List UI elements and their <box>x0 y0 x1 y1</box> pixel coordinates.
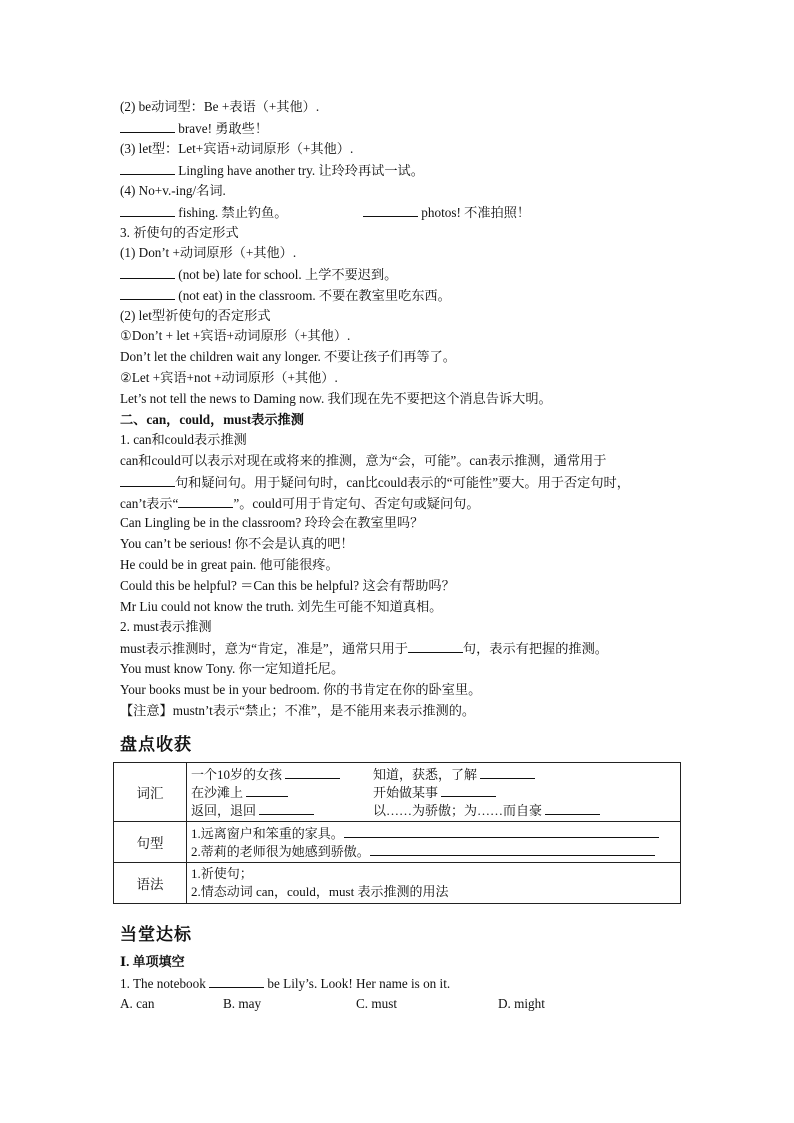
dont-example-1: (not be) late for school. 上学不要迟到。 <box>120 265 397 284</box>
no-type-rule: (4) No+v.-ing/名词. <box>120 183 226 198</box>
answer-blank[interactable] <box>120 119 175 133</box>
let-negative-rule-2: ②Let +宾语+not +动词原形（+其他）. <box>120 370 338 385</box>
example-could-3: Mr Liu could not know the truth. 刘先生可能不知道真相。 <box>120 599 443 614</box>
answer-blank[interactable] <box>408 639 463 653</box>
answer-blank[interactable] <box>370 842 655 856</box>
answer-blank[interactable] <box>246 783 288 797</box>
can-could-explanation-2: 句和疑问句。用于疑问句时，can比could表示的“可能性”要大。用于否定句时， <box>120 473 630 492</box>
must-explanation: must表示推测时，意为“肯定，准是”，通常只用于 句，表示有把握的推测。 <box>120 641 608 656</box>
example-can-1: Can Lingling be in the classroom? 玲玲会在教室里吗？ <box>120 515 424 530</box>
option-d[interactable]: D. might <box>498 996 545 1011</box>
question-1: 1. The notebook be Lily’s. Look! Her name is on it. <box>120 976 451 991</box>
can-could-title: 1. can和could表示推测 <box>120 432 247 447</box>
let-negative-example-2: Let’s not tell the news to Daming now. 我们现在先不要把这个消息告诉大明。 <box>120 391 552 406</box>
answer-blank[interactable] <box>178 494 233 508</box>
be-type-example: brave! 勇敢些！ <box>120 119 268 138</box>
no-type-examples: fishing. 禁止钓鱼。 photos! 不准拍照！ <box>120 203 680 222</box>
answer-blank[interactable] <box>344 824 659 838</box>
must-title: 2. must表示推测 <box>120 619 212 634</box>
example-could-2: Could this be helpful? ＝Can this be helpful? 这会有帮助吗？ <box>120 578 455 593</box>
answer-blank[interactable] <box>441 783 496 797</box>
answer-blank[interactable] <box>480 765 535 779</box>
can-could-explanation-1: can和could可以表示对现在或将来的推测，意为“会，可能”。can表示推测，通常用于 <box>120 453 607 468</box>
sentence-row: 句型 1.远离窗户和笨重的家具。 2.蒂莉的老师很为她感到骄傲。 <box>114 822 681 863</box>
let-negative-title: (2) let型祈使句的否定形式 <box>120 308 271 323</box>
grammar-row <box>114 863 681 904</box>
exercise-section-title: Ⅰ. 单项填空 <box>120 954 185 969</box>
let-type-rule: (3) let型：Let+宾语+动词原形（+其他）. <box>120 141 354 156</box>
let-type-example: Lingling have another try. 让玲玲再试一试。 <box>120 161 424 180</box>
note-mustnt: 【注意】mustn’t表示“禁止；不准”，是不能用来表示推测的。 <box>120 703 476 718</box>
be-type-rule: (2) be动词型：Be +表语（+其他）. <box>120 99 320 114</box>
section-modal-title: 二、can，could，must表示推测 <box>120 412 304 427</box>
grammar-item: 2.情态动词 can，could，must 表示推测的用法 <box>191 884 449 899</box>
let-negative-rule-1: ①Don’t + let +宾语+动词原形（+其他）. <box>120 328 351 343</box>
answer-blank[interactable] <box>120 265 175 279</box>
summary-heading: 盘点收获 <box>120 735 192 755</box>
grammar-label: 语法 <box>114 863 187 904</box>
dont-example-2: (not eat) in the classroom. 不要在教室里吃东西。 <box>120 286 451 305</box>
example-must-2: Your books must be in your bedroom. 你的书肯定在你的卧室里。 <box>120 682 482 697</box>
example-could-1: He could be in great pain. 他可能很疼。 <box>120 557 339 572</box>
let-negative-example-1: Don’t let the children wait any longer. 不要让孩子们再等了。 <box>120 349 456 364</box>
answer-blank[interactable] <box>120 286 175 300</box>
option-a[interactable]: A. can <box>120 996 155 1011</box>
example-cant: You can’t be serious! 你不会是认真的吧！ <box>120 536 354 551</box>
dont-rule: (1) Don’t +动词原形（+其他）. <box>120 245 297 260</box>
can-could-explanation-3: can’t表示“ ”。could可用于肯定句、否定句或疑问句。 <box>120 496 480 511</box>
vocab-label: 词汇 <box>114 763 187 822</box>
answer-blank[interactable] <box>120 161 175 175</box>
answer-blank[interactable] <box>120 473 175 487</box>
option-c[interactable]: C. must <box>356 996 398 1011</box>
vocab-row: 词汇 一个10岁的女孩 知道，获悉，了解 在沙滩上 开始做某事 返回，退回 以……为骄傲；为……而自豪 <box>114 763 681 822</box>
answer-blank[interactable] <box>259 801 314 815</box>
grammar-item: 1.祈使句； <box>191 866 253 881</box>
answer-blank[interactable] <box>285 765 340 779</box>
example-must-1: You must know Tony. 你一定知道托尼。 <box>120 661 345 676</box>
answer-blank[interactable] <box>363 203 418 217</box>
answer-blank[interactable] <box>545 801 600 815</box>
sentence-label: 句型 <box>114 822 187 863</box>
answer-blank[interactable] <box>120 203 175 217</box>
negative-form-title: 3. 祈使句的否定形式 <box>120 225 239 240</box>
answer-blank[interactable] <box>209 974 264 988</box>
practice-heading: 当堂达标 <box>120 925 192 945</box>
option-b[interactable]: B. may <box>223 996 262 1011</box>
summary-table <box>113 762 681 904</box>
